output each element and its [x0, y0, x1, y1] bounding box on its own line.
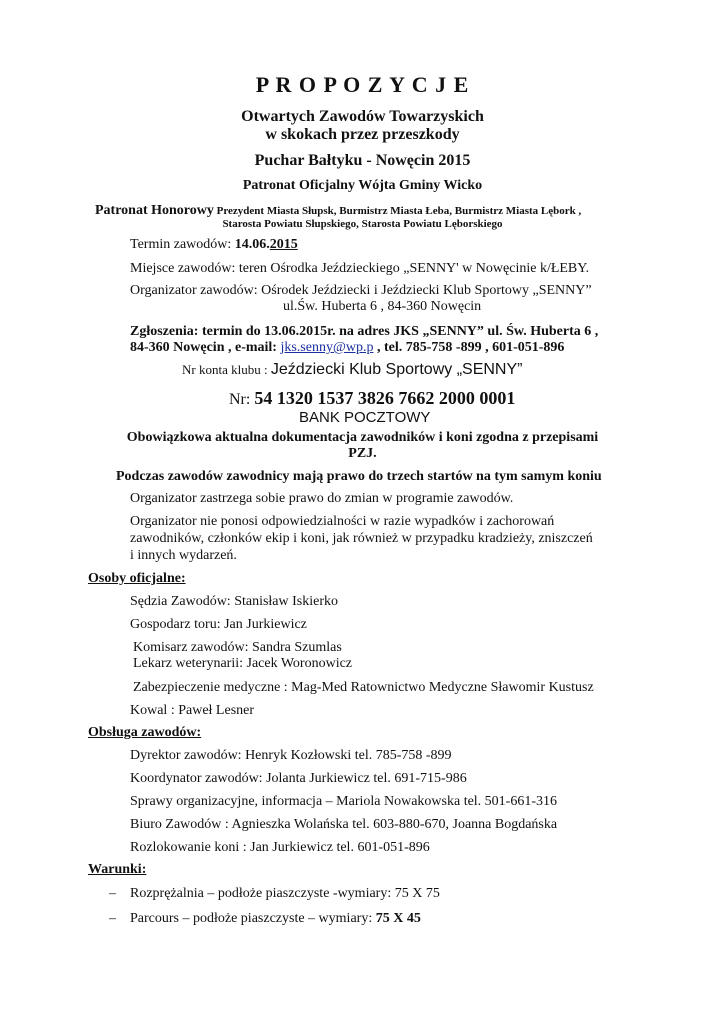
osoba-item: Kowal : Paweł Lesner: [130, 703, 255, 718]
odpowiedzialnosc-line-3: i innych wydarzeń.: [130, 548, 237, 563]
zgloszenia-line-2: [130, 340, 564, 356]
account-number: [229, 388, 515, 409]
zgloszenia-line-2-a: 84-360 Nowęcin , e-mail:: [130, 340, 281, 355]
miejsce-zawodow: Miejsce zawodów: teren Ośrodka Jeździeckiego „SENNY' w Nowęcinie k/ŁEBY.: [130, 261, 590, 276]
warunek-text: Rozprężalnia – podłoże piaszczyste -wymiary: 75 X 75: [130, 886, 440, 901]
organizator-line-1: Organizator zawodów: Ośrodek Jeździecki i Jeździecki Klub Sportowy „SENNY”: [130, 283, 592, 298]
osoba-item: Zabezpieczenie medyczne : Mag-Med Ratownictwo Medyczne Sławomir Kustusz: [133, 680, 594, 695]
dokumentacja-line-2: PZJ.: [348, 446, 377, 461]
warunek-item: [130, 911, 421, 927]
account-number-label: Nr:: [229, 391, 255, 408]
patronat-honorowy-text-1: Prezydent Miasta Słupsk, Burmistrz Miasta Łeba, Burmistrz Miasta Lębork ,: [213, 205, 582, 217]
dokumentacja-line-1: Obowiązkowa aktualna dokumentacja zawodników i koni zgodna z przepisami: [126, 430, 599, 445]
osoba-item: Sędzia Zawodów: Stanisław Iskierko: [130, 594, 339, 609]
warunek-bold: 75 X 45: [375, 911, 421, 926]
obsluga-heading: Obsługa zawodów:: [88, 725, 202, 740]
document-title: P R O P O Z Y C J E: [255, 72, 470, 97]
patronat-oficjalny: Patronat Oficjalny Wójta Gminy Wicko: [242, 178, 483, 193]
osoba-item: Komisarz zawodów: Sandra Szumlas: [133, 640, 342, 655]
osoba-item: Lekarz weterynarii: Jacek Woronowicz: [133, 656, 353, 671]
obsluga-item: Koordynator zawodów: Jolanta Jurkiewicz tel. 691-715-986: [130, 771, 467, 786]
konto-name: Jeździecki Klub Sportowy „SENNY”: [270, 361, 523, 378]
termin-value-b: 2015: [269, 237, 298, 252]
konto-label: Nr konta klubu :: [182, 362, 271, 377]
account-number-value: 54 1320 1537 3826 7662 2000 0001: [254, 388, 516, 408]
termin-label: Termin zawodów:: [130, 237, 235, 252]
patronat-honorowy-text-2: Starosta Powiatu Słupskiego, Starosta Powiatu Lęborskiego: [222, 218, 503, 230]
bank-name: BANK POCZTOWY: [299, 409, 431, 426]
osoby-heading: Osoby oficjalne:: [88, 571, 186, 586]
starty-info: Podczas zawodów zawodnicy mają prawo do trzech startów na tym samym koniu: [116, 469, 602, 484]
obsluga-item: Dyrektor zawodów: Henryk Kozłowski tel. 785-758 -899: [130, 748, 452, 763]
organizator-line-2: ul.Św. Huberta 6 , 84-360 Nowęcin: [283, 299, 482, 314]
warunki-heading: Warunki:: [88, 862, 147, 877]
obsluga-item: Sprawy organizacyjne, informacja – Mariola Nowakowska tel. 501-661-316: [130, 794, 558, 809]
konto-klubu: [182, 361, 522, 379]
odpowiedzialnosc-line-1: Organizator nie ponosi odpowiedzialności w razie wypadków i zachorowań: [130, 514, 555, 529]
odpowiedzialnosc-line-2: zawodników, członków ekip i koni, jak również w przypadku kradzieży, zniszczeń: [130, 531, 593, 546]
subtitle-line-1: Otwartych Zawodów Towarzyskich: [241, 108, 484, 125]
obsluga-item: Rozlokowanie koni : Jan Jurkiewicz tel. 601-051-896: [130, 840, 430, 855]
email-link[interactable]: jks.senny@wp.p: [280, 340, 374, 355]
cup-name: Puchar Bałtyku - Nowęcin 2015: [254, 152, 471, 169]
obsluga-item: Biuro Zawodów : Agnieszka Wolańska tel. 603-880-670, Joanna Bogdańska: [130, 817, 558, 832]
termin-zawodow: [130, 237, 298, 253]
osoba-item: Gospodarz toru: Jan Jurkiewicz: [130, 617, 307, 632]
warunek-text: Parcours – podłoże piaszczyste – wymiary:: [130, 911, 376, 926]
warunek-item: [130, 886, 440, 902]
termin-value-a: 14.06.: [234, 237, 270, 252]
patronat-honorowy: [95, 201, 581, 219]
subtitle-line-2: w skokach przez przeszkody: [265, 126, 460, 143]
patronat-honorowy-label: Patronat Honorowy: [95, 203, 214, 218]
list-bullet: –: [109, 911, 116, 926]
zastrzega-info: Organizator zastrzega sobie prawo do zmian w programie zawodów.: [130, 491, 514, 506]
zgloszenia-line-2-b: , tel. 785-758 -899 , 601-051-896: [373, 340, 565, 355]
zgloszenia-line-1: Zgłoszenia: termin do 13.06.2015r. na adres JKS „SENNY” ul. Św. Huberta 6 ,: [130, 324, 599, 339]
list-bullet: –: [109, 886, 116, 901]
